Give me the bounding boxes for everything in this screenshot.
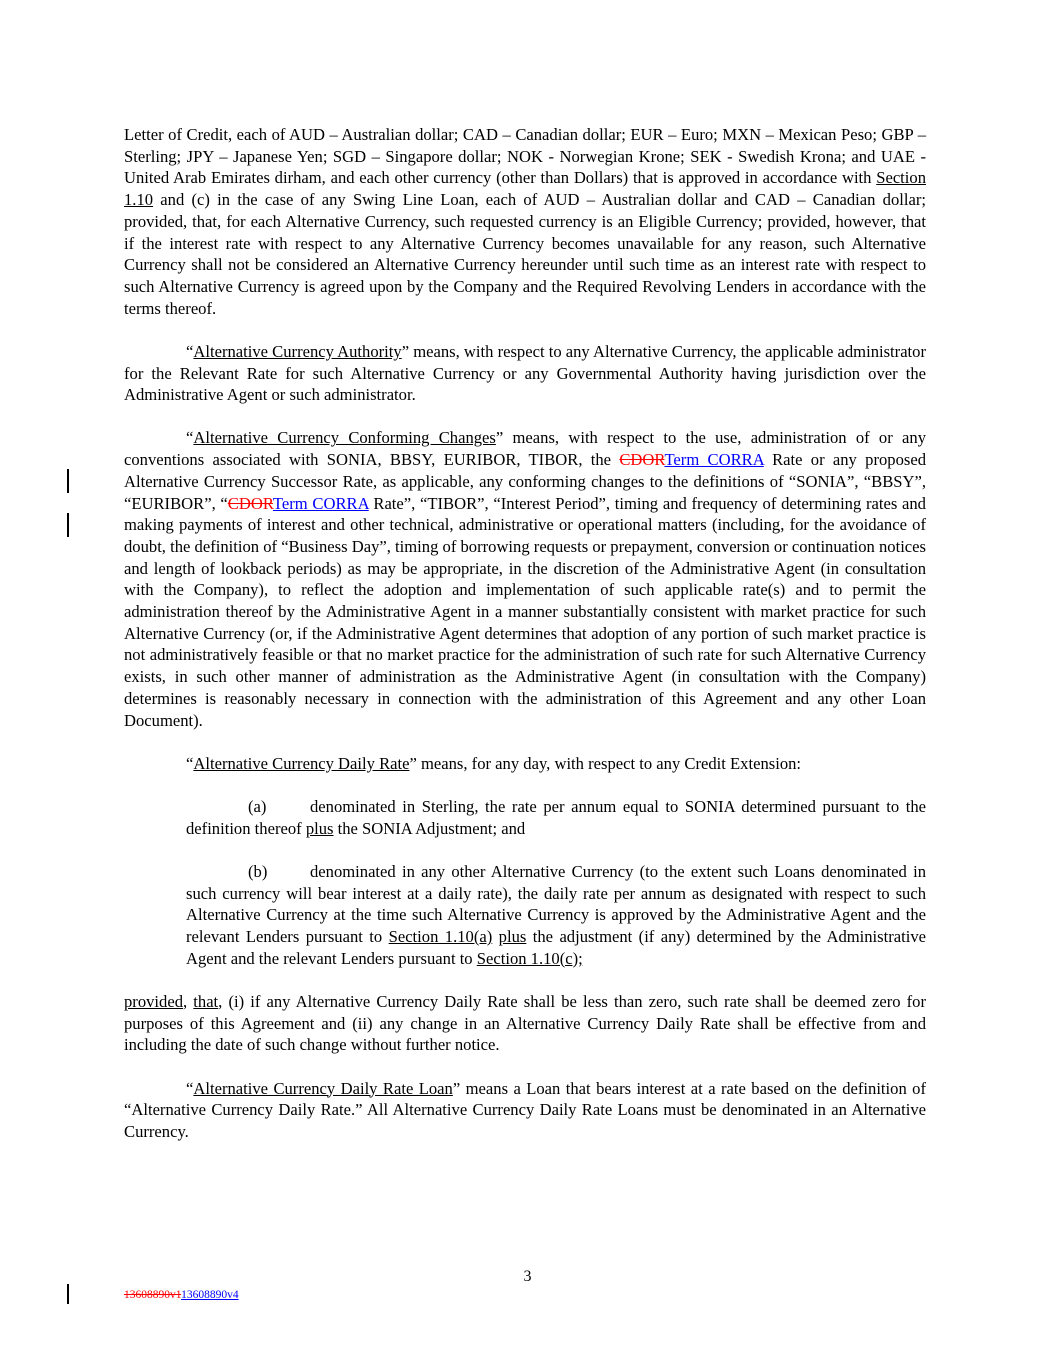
change-bar	[67, 513, 69, 537]
plus-term: plus	[305, 818, 334, 838]
document-body	[124, 124, 926, 1164]
deleted-text: CDOR	[619, 450, 665, 470]
document-id	[124, 1288, 239, 1302]
defined-term: Alternative Currency Conforming Changes	[193, 428, 496, 448]
plus-term: plus	[498, 927, 527, 946]
clause-a: (a) denominated in Sterling, the rate per annum equal to SONIA determined pursuant to the definition thereof plus the SONIA Adjustment; and	[186, 796, 926, 838]
paragraph-letter-of-credit: Letter of Credit, each of AUD – Australian dollar; CAD – Canadian dollar; EUR – Euro; MXN – Mexican Peso; GBP – Sterling; JPY – Japanese Yen; SGD – Singapore dollar; NOK - Norwegian Krone; SEK - Swedish Krona; and UAE - United Arab Emirates dirham, and each other currency (other than Dollars) that is approved in accordance with Section 1.10 and (c) in the case of any Swing Line Loan, each of AUD – Australian dollar and CAD – Canadian dollar; provided, that, for each Alternative Currency, such requested currency is an Eligible Currency; provided, however, that if the interest rate with respect to any Alternative Currency becomes unavailable for any reason, such Alternative Currency shall not be considered an Alternative Currency hereunder until such time as an interest rate with respect to such Alternative Currency is agreed upon by the Company and the Required Revolving Lenders in accordance with the terms thereof.	[124, 125, 926, 318]
clause-b: (b) denominated in any other Alternative Currency (to the extent such Loans denominated in such currency will bear interest at a daily rate), the daily rate per annum as designated with respect to such Alternative Currency at the time such Alternative Currency is approved by the Administrative Agent and the relevant Lenders pursuant to Section 1.10(a) plus the adjustment (if any) determined by the Administrative Agent and the relevant Lenders pursuant to Section 1.10(c);	[186, 861, 927, 968]
section-reference: Section 1.10(c);	[476, 948, 583, 968]
defined-term: Alternative Currency Daily Rate	[193, 753, 410, 773]
that-term: that	[193, 991, 219, 1011]
section-reference: Section 1.10(a)	[388, 927, 493, 946]
deleted-doc-id: 13608890v1	[124, 1289, 182, 1301]
clause-label: (a)	[248, 796, 267, 816]
change-bar	[67, 1284, 69, 1304]
definition-alternative-currency-daily-rate: “Alternative Currency Daily Rate” means, for any day, with respect to any Credit Extension:	[186, 753, 802, 773]
paragraph-provided-that: provided, that, (i) if any Alternative Currency Daily Rate shall be less than zero, such rate shall be deemed zero for purposes of this Agreement and (ii) any change in an Alternative Currency Daily Rate shall be effective from and including the date of such change without further notice.	[124, 991, 927, 1055]
provided-term: provided	[124, 991, 183, 1011]
change-bar	[67, 469, 69, 493]
inserted-text: Term CORRA	[272, 493, 369, 513]
page-number: 3	[523, 1268, 532, 1285]
definition-alternative-currency-authority: “Alternative Currency Authority” means, with respect to any Alternative Currency, the applicable administrator for the Relevant Rate for such Alternative Currency or any Governmental Authority having jurisdiction over the Administrative Agent or such administrator.	[124, 341, 926, 405]
inserted-text: Term CORRA	[664, 450, 764, 470]
section-reference: Section 1.10	[124, 168, 926, 210]
defined-term: Alternative Currency Authority	[193, 341, 402, 361]
deleted-text: CDOR	[227, 493, 273, 513]
definition-alternative-currency-conforming-changes: “Alternative Currency Conforming Changes” means, with respect to the use, administration of or any conventions associated with SONIA, BBSY, EURIBOR, TIBOR, the CDORTerm CORRA Rate or any proposed Alternative Currency Successor Rate, as applicable, any conforming changes to the definitions of “SONIA”, “BBSY”, “EURIBOR”, “CDORTerm CORRA Rate”, “TIBOR”, “Interest Period”, timing and frequency of determining rates and making payments of interest and other technical, administrative or operational matters (including, for the avoidance of doubt, the definition of “Business Day”, timing of borrowing requests or prepayment, conversion or continuation notices and length of lookback periods) as may be appropriate, in the discretion of the Administrative Agent (in consultation with the Company), to reflect the adoption and implementation of such applicable rate(s) and to permit the administration thereof by the Administrative Agent in a manner substantially consistent with market practice for such Alternative Currency (or, if the Administrative Agent determines that adoption of any portion of such market practice is not administratively feasible or that no market practice for the administration of such rate for such Alternative Currency exists, in such other manner of administration as the Administrative Agent (in consultation with the Company) determines is reasonably necessary in connection with the administration of this Agreement and any other Loan Document).	[124, 428, 926, 730]
inserted-doc-id: 13608890v4	[181, 1289, 239, 1301]
definition-alternative-currency-daily-rate-loan: “Alternative Currency Daily Rate Loan” means a Loan that bears interest at a rate based on the definition of “Alternative Currency Daily Rate.” All Alternative Currency Daily Rate Loans must be denominated in an Alternative Currency.	[124, 1078, 926, 1141]
clause-label: (b)	[248, 861, 268, 881]
defined-term: Alternative Currency Daily Rate Loan	[193, 1078, 453, 1098]
